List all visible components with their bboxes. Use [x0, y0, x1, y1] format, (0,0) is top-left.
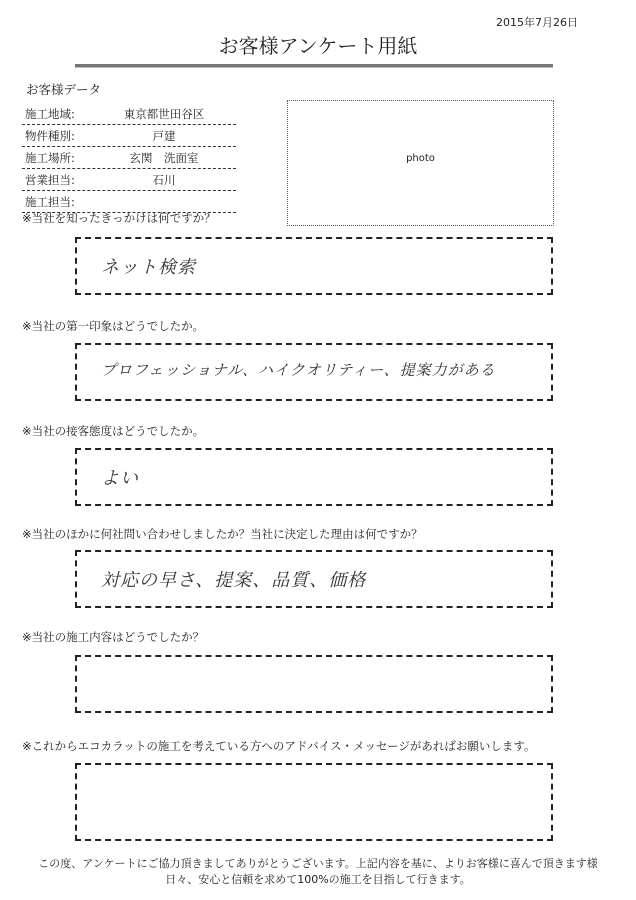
- photo-placeholder: [287, 100, 554, 226]
- row-label: 施工場所:: [25, 151, 75, 165]
- customer-row-area: [22, 103, 236, 125]
- customer-data-heading: お客様データ: [26, 82, 102, 97]
- title-divider: [75, 64, 553, 68]
- row-value: 戸建: [152, 129, 176, 143]
- row-label: 物件種別:: [25, 129, 75, 143]
- answer-box-5: [75, 655, 553, 713]
- question-1: ※当社を知ったきっかけは何ですか？: [22, 211, 216, 225]
- row-value: 東京都世田谷区: [123, 107, 205, 121]
- question-2: ※当社の第一印象はどうでしたか。: [22, 319, 205, 333]
- answer-4: 対応の早さ、提案、品質、価格: [101, 570, 367, 591]
- photo-label: photo: [406, 153, 435, 164]
- row-value: 石川: [152, 173, 176, 187]
- answer-1: ネット検索: [101, 257, 196, 278]
- question-6: ※これからエコカラットの施工を考えている方へのアドバイス・メッセージがあればお願いします。: [22, 739, 536, 753]
- page-title: お客様アンケート用紙: [218, 34, 418, 58]
- answer-box-4: [75, 550, 553, 608]
- question-3: ※当社の接客態度はどうでしたか。: [22, 424, 205, 438]
- row-value: 玄関 洗面室: [129, 151, 199, 165]
- footer-line-1: この度、アンケートにご協力頂きましてありがとうございます。上記内容を基に、よりお客様に喜んで頂きます様: [38, 857, 598, 870]
- footer-line-2: 日々、安心と信頼を求めて100%の施工を目指して行きます。: [165, 873, 471, 886]
- answer-box-2: [75, 343, 553, 401]
- answer-box-6: [75, 763, 553, 841]
- answer-box-1: [75, 237, 553, 295]
- customer-row-sales-rep: [22, 169, 236, 191]
- answer-3: よい: [101, 468, 139, 489]
- answer-2: プロフェッショナル、ハイクオリティー、提案力がある: [101, 361, 496, 379]
- row-label: 施工地域:: [25, 107, 75, 121]
- customer-row-location: [22, 147, 236, 169]
- row-label: 施工担当:: [25, 195, 75, 209]
- question-4: ※当社のほかに何社問い合わせしましたか？当社に決定した理由は何ですか？: [22, 527, 423, 541]
- question-5: ※当社の施工内容はどうでしたか？: [22, 630, 205, 644]
- customer-row-property-type: [22, 125, 236, 147]
- answer-box-3: [75, 448, 553, 506]
- row-label: 営業担当:: [25, 173, 75, 187]
- survey-date: 2015年7月26日: [496, 16, 578, 29]
